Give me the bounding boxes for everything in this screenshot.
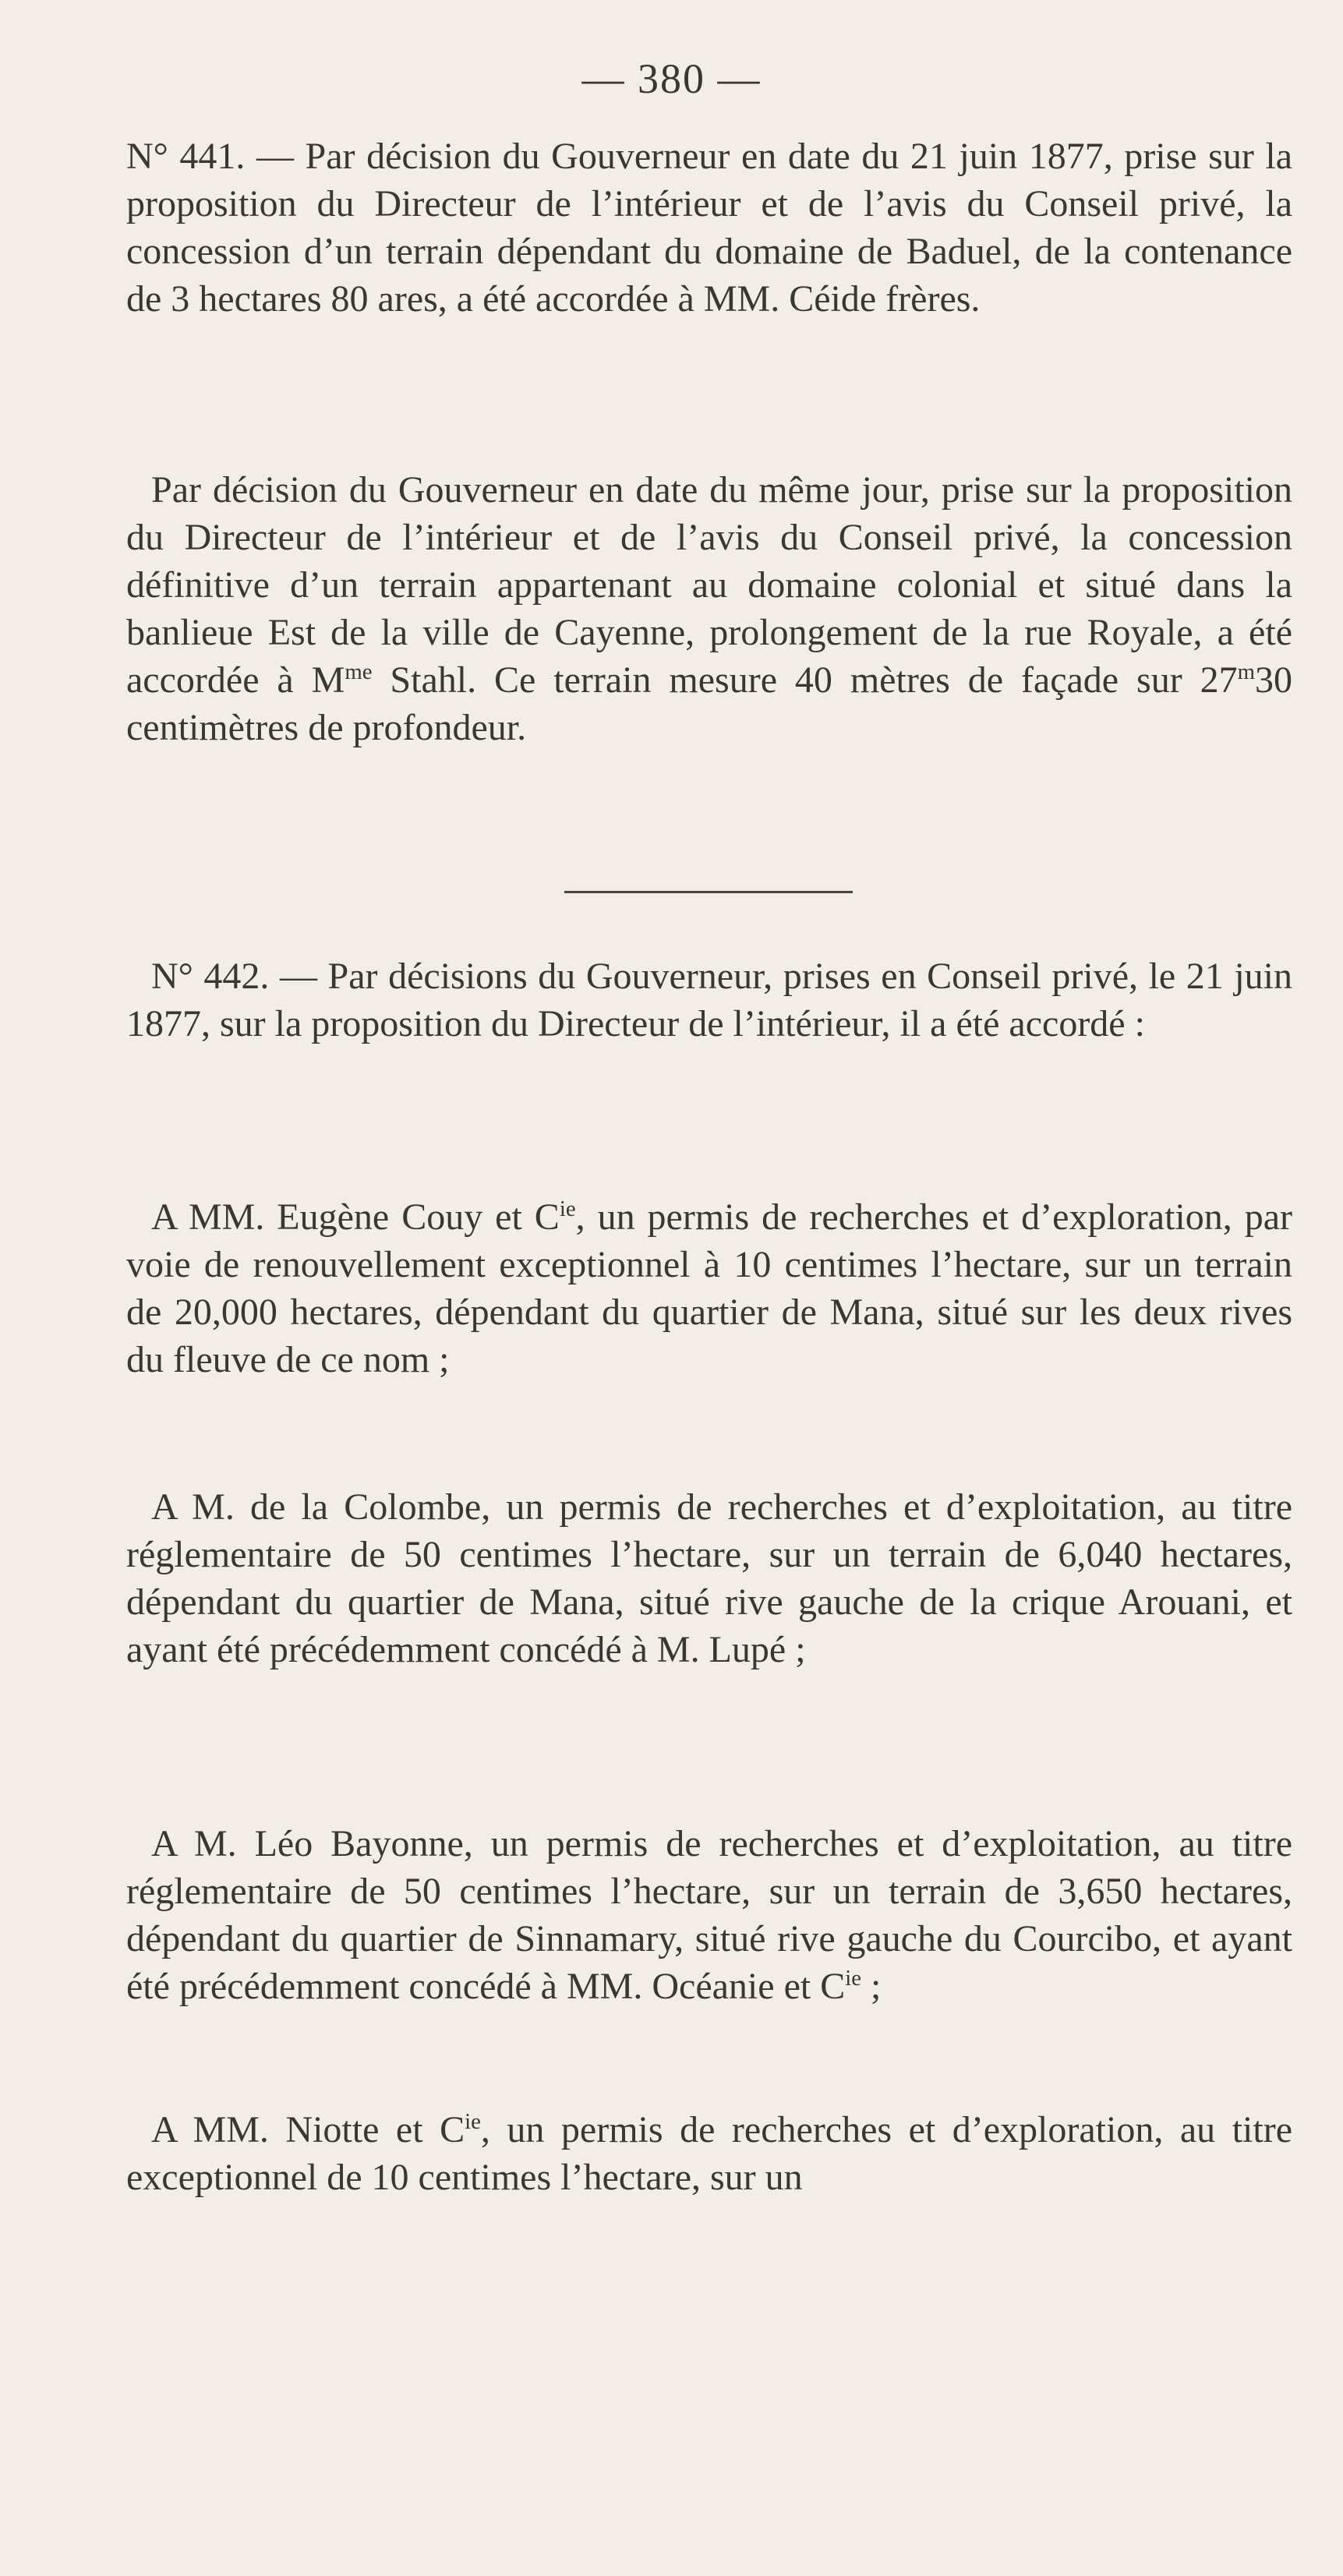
entry-442-item-couy bbox=[126, 1193, 1292, 1383]
niotte-sup: ie bbox=[465, 2109, 481, 2134]
entry-442-item-colombe bbox=[126, 1483, 1292, 1673]
section-separator bbox=[564, 891, 853, 893]
entry-441-text: Par décision du Gouverneur en date du 21 juin 1877, prise sur la proposition du Directeur de l’intérieur et de l’avis du Conseil privé, la concession d’un terrain dépendant du domaine de Baduel, de la contenance de 3 hectares 80 ares, a été accordée à MM. Céide frères. bbox=[126, 136, 1293, 320]
niotte-paragraph bbox=[126, 2106, 1292, 2201]
page-number: — 380 — bbox=[581, 55, 762, 102]
bayonne-paragraph bbox=[126, 1820, 1292, 2010]
bayonne-text-post: ; bbox=[861, 1966, 882, 2007]
entry-441-second-decision bbox=[126, 466, 1292, 751]
niotte-text-post: , un permis de recherches et d’exploration, au titre exceptionnel de 10 centimes l’hectare, sur un bbox=[126, 2109, 1292, 2198]
stahl-text-part-a: Par décision du Gouverneur en date du même jour, prise sur la proposition du Directeur de l’intérieur et de l’avis du Conseil privé, la concession définitive d’un terrain appartenant au domaine colonial et situé dans la banlieue Est de la ville de Cayenne, prolongement de la rue Royale, a été accordée à M bbox=[126, 469, 1292, 701]
bayonne-sup: ie bbox=[845, 1966, 862, 1991]
stahl-paragraph bbox=[126, 466, 1292, 751]
bayonne-text-pre: A M. Léo Bayonne, un permis de recherches et d’exploitation, au titre réglementaire de 50 centimes l’hectare, sur un terrain de 3,650 hectares, dépendant du quartier de Sinnamary, situé rive gauche du Courcibo, et ayant été précédemment concédé à MM. Océanie et C bbox=[126, 1823, 1292, 2007]
stahl-sup-b: m bbox=[1237, 659, 1256, 684]
entry-441-paragraph bbox=[126, 133, 1292, 323]
stahl-text-part-c: 30 centimètres de profondeur. bbox=[126, 659, 1293, 748]
couy-sup: ie bbox=[559, 1196, 576, 1221]
stahl-sup-a: me bbox=[345, 659, 373, 684]
entry-442-intro bbox=[126, 952, 1292, 1048]
entry-441-lead: N° 441. — bbox=[126, 136, 306, 177]
entry-442-item-bayonne bbox=[126, 1820, 1292, 2010]
couy-text-post: , un permis de recherches et d’exploration, par voie de renouvellement exceptionnel à 10 centimes l’hectare, sur un terrain de 20,000 hectares, dépendant du quartier de Mana, situé sur les deux rives du fleuve de ce nom ; bbox=[126, 1196, 1292, 1380]
niotte-text-pre: A MM. Niotte et C bbox=[151, 2109, 465, 2150]
entry-442-item-niotte bbox=[126, 2106, 1292, 2201]
couy-text-pre: A MM. Eugène Couy et C bbox=[151, 1196, 560, 1238]
stahl-text-part-b: Stahl. Ce terrain mesure 40 mètres de façade sur 27 bbox=[372, 659, 1238, 701]
entry-442-intro-paragraph: N° 442. — Par décisions du Gouverneur, prises en Conseil privé, le 21 juin 1877, sur la proposition du Directeur de l’intérieur, il a été accordé : bbox=[126, 956, 1292, 1044]
entry-441 bbox=[126, 133, 1292, 323]
couy-paragraph bbox=[126, 1193, 1292, 1383]
colombe-paragraph: A M. de la Colombe, un permis de recherches et d’exploitation, au titre réglementaire de 50 centimes l’hectare, sur un terrain de 6,040 hectares, dépendant du quartier de Mana, situé rive gauche de la crique Arouani, et ayant été précédemment concédé à M. Lupé ; bbox=[126, 1486, 1292, 1670]
